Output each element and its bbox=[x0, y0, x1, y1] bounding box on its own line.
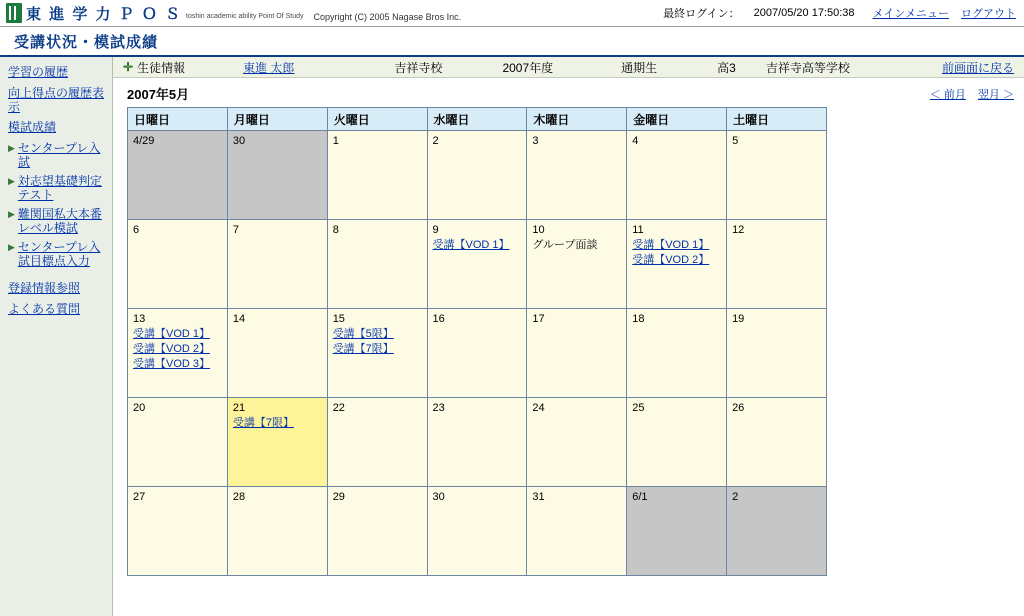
sidebar-item-faq[interactable]: よくある質問 bbox=[8, 302, 81, 316]
calendar-day-number: 21 bbox=[232, 402, 246, 414]
page-title-bar bbox=[0, 27, 1024, 57]
course-type: 通期生 bbox=[621, 60, 658, 75]
calendar-event-link[interactable]: 受講【5限】 bbox=[332, 328, 394, 340]
calendar-day-cell[interactable] bbox=[128, 131, 228, 220]
calendar-table bbox=[127, 107, 827, 576]
logout-link[interactable]: ログアウト bbox=[961, 8, 1016, 20]
top-nav-links bbox=[873, 5, 1024, 21]
sidebar-item-center-pre-target-score-input[interactable] bbox=[8, 240, 106, 268]
bullet-arrow-icon: ▶ bbox=[8, 242, 15, 252]
top-bar-right bbox=[663, 0, 1024, 26]
calendar-day-cell[interactable] bbox=[727, 309, 827, 398]
calendar-day-number: 19 bbox=[732, 313, 745, 325]
calendar-day-number: 30 bbox=[432, 491, 445, 503]
calendar-day-number: 7 bbox=[232, 224, 239, 236]
high-school-name: 吉祥寺高等学校 bbox=[765, 60, 850, 75]
sidebar-item-basic-judgment-test[interactable] bbox=[8, 174, 106, 202]
calendar-day-number: 1 bbox=[332, 135, 339, 147]
calendar-day-number: 26 bbox=[732, 402, 745, 414]
calendar-day-cell[interactable] bbox=[627, 487, 727, 576]
calendar-day-cell[interactable] bbox=[327, 309, 427, 398]
calendar-day-cell[interactable] bbox=[128, 309, 228, 398]
last-login-value: 2007/05/20 17:50:38 bbox=[753, 7, 855, 19]
calendar-day-number: 2 bbox=[732, 491, 739, 503]
calendar-day-number: 3 bbox=[532, 135, 539, 147]
calendar-day-cell[interactable] bbox=[327, 220, 427, 309]
calendar-day-number: 16 bbox=[432, 313, 445, 325]
calendar-day-cell[interactable] bbox=[627, 309, 727, 398]
sidebar-item-mock-results[interactable]: 模試成績 bbox=[8, 120, 57, 134]
calendar-day-number: 22 bbox=[332, 402, 345, 414]
main-menu-link[interactable]: メインメニュー bbox=[872, 8, 949, 20]
weekday-header-tue: 火曜日 bbox=[327, 108, 427, 131]
calendar-day-number: 10 bbox=[532, 224, 545, 236]
calendar-day-number: 15 bbox=[332, 313, 345, 325]
expand-plus-icon[interactable]: ✛ bbox=[123, 60, 134, 74]
calendar-day-cell[interactable] bbox=[327, 398, 427, 487]
sidebar-item-difficult-university-mock[interactable] bbox=[8, 207, 106, 235]
student-name-link[interactable]: 東進 太郎 bbox=[243, 60, 295, 75]
calendar-event-link[interactable]: 受講【VOD 1】 bbox=[432, 239, 510, 251]
sidebar-item-basic-judgment-test-label: 対志望基礎判定テスト bbox=[17, 174, 102, 202]
school-branch: 吉祥寺校 bbox=[394, 60, 443, 75]
calendar-day-number: 27 bbox=[133, 491, 146, 503]
calendar-week-row bbox=[128, 220, 827, 309]
logo-subtitle: toshin academic ability Point Of Study bbox=[186, 13, 304, 20]
calendar-day-number: 20 bbox=[133, 402, 146, 414]
calendar-day-number: 11 bbox=[632, 224, 644, 236]
student-info-label: 生徒情報 bbox=[137, 60, 186, 75]
calendar-event-link[interactable]: 受講【VOD 2】 bbox=[632, 254, 710, 266]
calendar-day-number: 17 bbox=[532, 313, 545, 325]
calendar-week-row bbox=[128, 309, 827, 398]
sidebar-item-difficult-university-mock-label: 難関国私大本番レベル模試 bbox=[17, 207, 102, 235]
calendar-day-cell[interactable] bbox=[128, 487, 228, 576]
weekday-header-thu: 木曜日 bbox=[527, 108, 627, 131]
calendar-day-cell[interactable] bbox=[627, 131, 727, 220]
calendar-week-row bbox=[128, 131, 827, 220]
calendar-day-number: 4/29 bbox=[133, 135, 155, 147]
calendar-day-cell[interactable] bbox=[727, 398, 827, 487]
calendar-day-cell[interactable] bbox=[427, 220, 527, 309]
calendar-event-link[interactable]: 受講【7限】 bbox=[332, 343, 394, 355]
sidebar-divider bbox=[8, 273, 106, 281]
calendar-day-number: 25 bbox=[632, 402, 645, 414]
calendar-day-cell[interactable] bbox=[327, 487, 427, 576]
bullet-arrow-icon: ▶ bbox=[8, 143, 15, 153]
bullet-arrow-icon: ▶ bbox=[8, 176, 15, 186]
page-title: 受講状況・模試成績 bbox=[14, 33, 159, 51]
calendar-navigation bbox=[930, 86, 1014, 102]
sidebar-item-score-improvement[interactable]: 向上得点の履歴表示 bbox=[8, 86, 105, 114]
weekday-header-fri: 金曜日 bbox=[627, 108, 727, 131]
sidebar-item-center-pre-exam-label: センタープレ入試 bbox=[17, 141, 101, 169]
top-bar bbox=[0, 0, 1024, 27]
calendar-week-row bbox=[128, 398, 827, 487]
sidebar-item-center-pre-target-score-input-label: センタープレ入試目標点入力 bbox=[17, 240, 101, 268]
grade-level: 高3 bbox=[717, 60, 736, 75]
brand-logo bbox=[0, 3, 461, 23]
calendar-day-number: 30 bbox=[232, 135, 246, 147]
page-layout bbox=[0, 57, 1024, 616]
calendar-month-title: 2007年5月 bbox=[127, 87, 190, 102]
calendar-day-number: 28 bbox=[232, 491, 246, 503]
next-month-link[interactable]: 翌月 ＞ bbox=[977, 88, 1014, 101]
calendar-day-number: 29 bbox=[332, 491, 345, 503]
sidebar-item-learning-history[interactable]: 学習の履歴 bbox=[8, 65, 69, 79]
back-to-previous-link[interactable]: 前画面に戻る bbox=[941, 60, 1014, 75]
calendar-day-cell[interactable] bbox=[227, 220, 327, 309]
calendar-day-number: 18 bbox=[632, 313, 645, 325]
calendar-day-cell[interactable] bbox=[227, 131, 327, 220]
calendar-day-cell[interactable] bbox=[527, 220, 627, 309]
copyright-text: Copyright (C) 2005 Nagase Bros Inc. bbox=[313, 12, 462, 22]
previous-month-link[interactable]: ＜ 前月 bbox=[929, 88, 966, 101]
calendar-week-row bbox=[128, 487, 827, 576]
calendar-day-cell[interactable] bbox=[527, 487, 627, 576]
toshin-logo-icon bbox=[6, 3, 22, 23]
calendar-event-link[interactable]: 受講【VOD 1】 bbox=[632, 239, 710, 251]
academic-year: 2007年度 bbox=[502, 60, 554, 75]
calendar-event-link[interactable]: 受講【VOD 3】 bbox=[133, 358, 211, 370]
calendar-day-cell[interactable] bbox=[128, 398, 228, 487]
calendar-event-text: グループ面談 bbox=[532, 239, 598, 251]
calendar-day-cell[interactable] bbox=[527, 309, 627, 398]
calendar-day-cell[interactable] bbox=[727, 487, 827, 576]
logo-title: 東 進 学 力 Ｐ Ｏ Ｓ bbox=[26, 6, 183, 23]
calendar-day-cell[interactable] bbox=[427, 487, 527, 576]
sidebar-item-center-pre-exam[interactable] bbox=[8, 141, 106, 169]
calendar-day-number: 8 bbox=[332, 224, 339, 236]
student-info-bar bbox=[113, 57, 1024, 78]
calendar-day-number: 2 bbox=[432, 135, 439, 147]
calendar-day-number: 14 bbox=[232, 313, 246, 325]
last-login-info bbox=[663, 5, 872, 21]
calendar-day-number: 9 bbox=[432, 224, 439, 236]
calendar-body bbox=[128, 131, 827, 576]
calendar-day-cell[interactable] bbox=[427, 131, 527, 220]
weekday-header-sun: 日曜日 bbox=[128, 108, 228, 131]
main-content bbox=[113, 57, 1024, 616]
last-login-label: 最終ログイン： bbox=[663, 8, 740, 20]
sidebar-item-registration-info[interactable]: 登録情報参照 bbox=[8, 281, 81, 295]
calendar-day-number: 6 bbox=[133, 224, 140, 236]
calendar-day-cell[interactable] bbox=[427, 309, 527, 398]
calendar-day-cell[interactable] bbox=[727, 131, 827, 220]
calendar-day-number: 24 bbox=[532, 402, 545, 414]
bullet-arrow-icon: ▶ bbox=[8, 209, 15, 219]
sidebar bbox=[0, 57, 113, 616]
calendar-day-number: 31 bbox=[532, 491, 545, 503]
calendar-day-cell[interactable] bbox=[227, 487, 327, 576]
calendar-day-number: 23 bbox=[432, 402, 445, 414]
calendar-day-cell[interactable] bbox=[227, 309, 327, 398]
weekday-header-wed: 水曜日 bbox=[427, 108, 527, 131]
calendar-header-row bbox=[128, 108, 827, 131]
calendar-day-cell[interactable] bbox=[427, 398, 527, 487]
calendar-day-cell[interactable] bbox=[727, 220, 827, 309]
calendar-event-link[interactable]: 受講【VOD 1】 bbox=[133, 328, 211, 340]
calendar-day-cell[interactable] bbox=[128, 220, 228, 309]
calendar-header bbox=[113, 78, 1024, 107]
weekday-header-sat: 土曜日 bbox=[727, 108, 827, 131]
calendar-event-link[interactable]: 受講【7限】 bbox=[232, 417, 294, 429]
calendar-day-cell[interactable] bbox=[327, 131, 427, 220]
calendar-day-number: 5 bbox=[732, 135, 739, 147]
weekday-header-mon: 月曜日 bbox=[227, 108, 327, 131]
calendar-day-number: 4 bbox=[632, 135, 639, 147]
calendar-day-cell[interactable] bbox=[527, 398, 627, 487]
calendar-day-cell[interactable] bbox=[227, 398, 327, 487]
calendar-day-cell[interactable] bbox=[627, 398, 727, 487]
calendar-day-number: 13 bbox=[133, 313, 146, 325]
calendar-day-cell[interactable] bbox=[627, 220, 727, 309]
calendar-event-link[interactable]: 受講【VOD 2】 bbox=[133, 343, 211, 355]
calendar-day-number: 12 bbox=[732, 224, 745, 236]
calendar-day-number: 6/1 bbox=[632, 491, 648, 503]
calendar-day-cell[interactable] bbox=[527, 131, 627, 220]
